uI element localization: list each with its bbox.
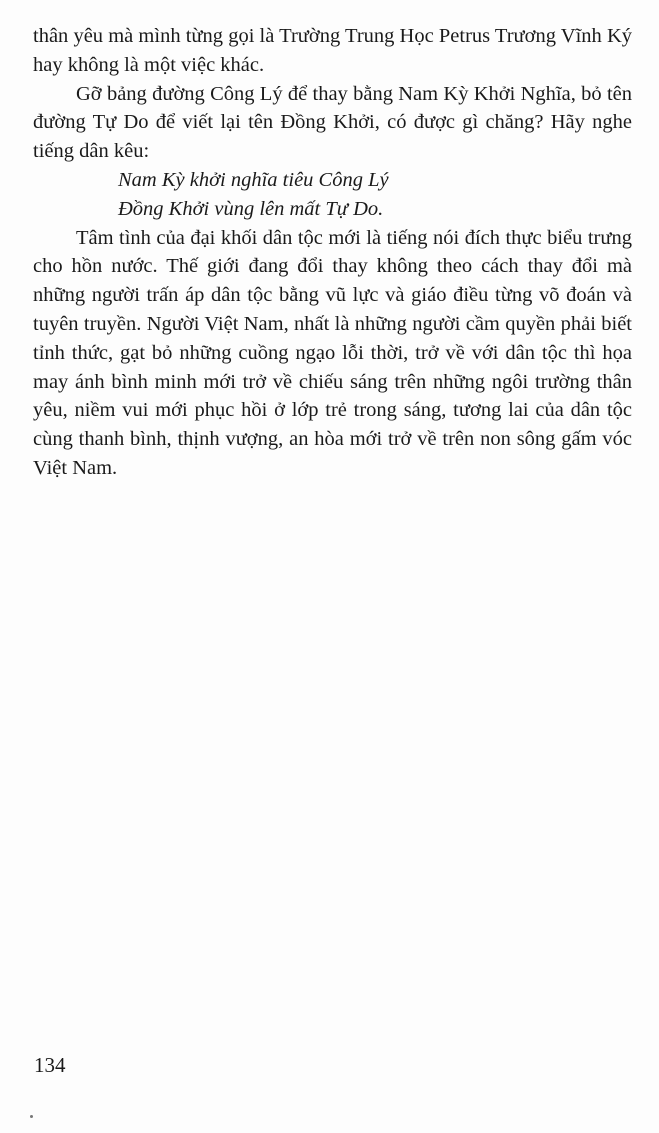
scan-speck: [30, 1115, 33, 1118]
verse-line-1: Nam Kỳ khởi nghĩa tiêu Công Lý: [118, 168, 389, 191]
paragraph-street-names: Gỡ bảng đường Công Lý để thay bằng Nam Kỳ Khởi Nghĩa, bỏ tên đường Tự Do để viết lại tên Đồng Khởi, có được gì chăng? Hãy nghe tiếng dân kêu:: [33, 82, 632, 163]
page-body: [33, 22, 632, 483]
paragraph-continuation: thân yêu mà mình từng gọi là Trường Trung Học Petrus Trương Vĩnh Ký hay không là một việc khác.: [33, 25, 632, 76]
paragraph-conclusion: Tâm tình của đại khối dân tộc mới là tiếng nói đích thực biểu trưng cho hồn nước. Thế giới đang đổi thay không theo cách thay đổi mà những người trấn áp dân tộc bằng vũ lực và giáo điều từng võ đoán và tuyên truyền. Người Việt Nam, nhất là những người cầm quyền phải biết tỉnh thức, gạt bỏ những cuồng ngạo lỗi thời, trở về với dân tộc thì họa may ánh bình minh mới trở về chiếu sáng trên những ngôi trường thân yêu, niềm vui mới phục hồi ở lớp trẻ trong sáng, tương lai của dân tộc cùng thanh bình, thịnh vượng, an hòa mới trở về trên non sông gấm vóc Việt Nam.: [33, 226, 632, 479]
verse-line-2: Đồng Khởi vùng lên mất Tự Do.: [118, 197, 384, 220]
verse-quote: [33, 166, 632, 224]
page-number: 134: [34, 1053, 66, 1077]
